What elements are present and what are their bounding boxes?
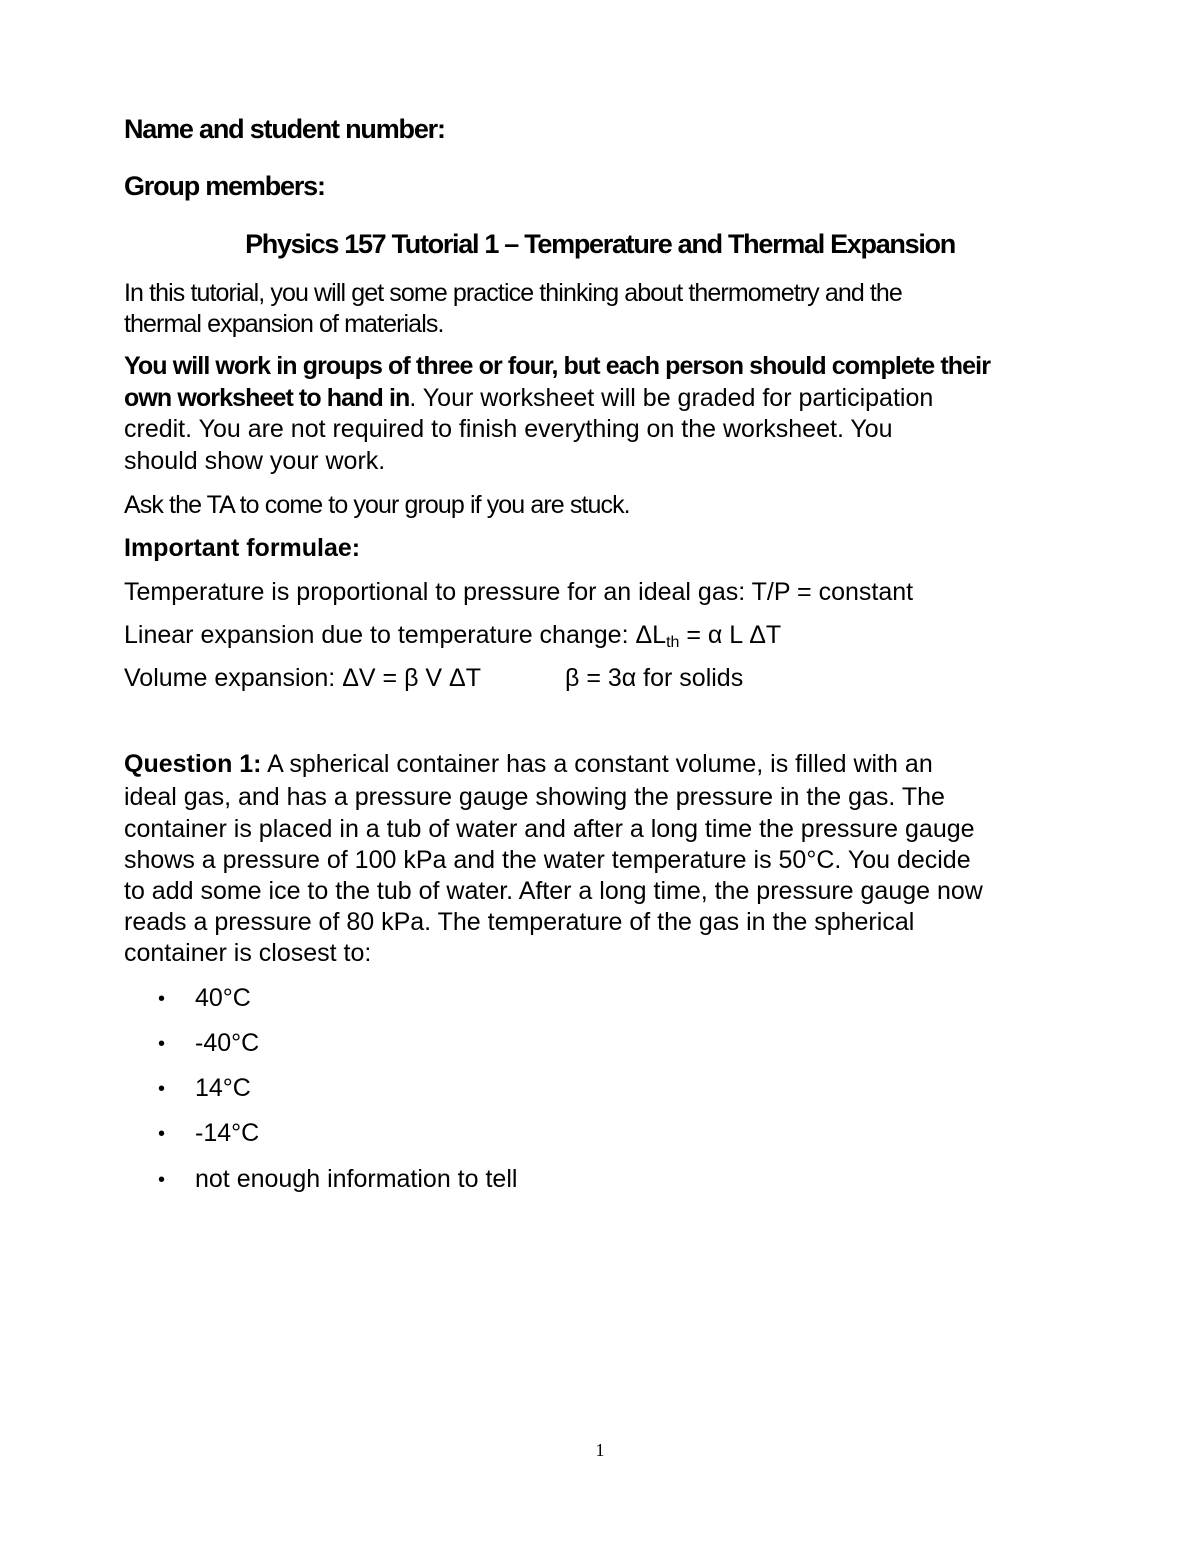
- option-4: -14°C: [195, 1119, 260, 1147]
- question-1-line-5: to add some ice to the tub of water. After a long time, the pressure gauge now: [124, 877, 983, 905]
- instructions-line-2: [124, 383, 933, 414]
- option-bullet: •: [158, 1123, 166, 1145]
- option-bullet: •: [158, 1078, 166, 1100]
- instructions-bold-1: You will work in groups of three or four, but each person should complete their: [124, 352, 991, 380]
- page-title: Physics 157 Tutorial 1 – Temperature and Thermal Expansion: [245, 229, 955, 259]
- option-bullet: •: [158, 988, 166, 1010]
- formula-linear-sub: th: [666, 634, 680, 651]
- instructions-rest-2: . Your worksheet will be graded for participation: [409, 384, 934, 412]
- page-number: 1: [595, 1440, 605, 1460]
- question-1-line-4: shows a pressure of 100 kPa and the water temperature is 50°C. You decide: [124, 846, 971, 874]
- option-1: 40°C: [195, 984, 251, 1012]
- intro-line-1: In this tutorial, you will get some practice thinking about thermometry and the: [124, 279, 902, 307]
- instructions-line-4: should show your work.: [124, 447, 386, 475]
- intro-line-2: thermal expansion of materials.: [124, 310, 444, 338]
- instructions-bold-2: own worksheet to hand in: [124, 384, 410, 412]
- formula-beta-alpha: β = 3α for solids: [565, 664, 744, 692]
- option-3: 14°C: [195, 1074, 251, 1102]
- question-1-line-7: container is closest to:: [124, 939, 372, 967]
- name-label: Name and student number:: [124, 114, 445, 144]
- formula-temperature-pressure: Temperature is proportional to pressure for an ideal gas: T/P = constant: [124, 578, 914, 606]
- formula-linear-expansion: [124, 620, 781, 651]
- ask-ta-text: Ask the TA to come to your group if you are stuck.: [124, 491, 630, 519]
- option-5: not enough information to tell: [195, 1165, 518, 1193]
- question-1-text-1: A spherical container has a constant volume, is filled with an: [261, 750, 933, 778]
- formula-linear-post: = α L ΔT: [679, 621, 782, 649]
- question-1-line-2: ideal gas, and has a pressure gauge showing the pressure in the gas. The: [124, 783, 945, 811]
- option-bullet: •: [158, 1033, 166, 1055]
- question-1-label: Question 1:: [124, 750, 262, 778]
- formula-linear-pre: Linear expansion due to temperature change: ΔL: [124, 621, 667, 649]
- option-2: -40°C: [195, 1029, 260, 1057]
- question-1-line-3: container is placed in a tub of water and after a long time the pressure gauge: [124, 815, 975, 843]
- option-bullet: •: [158, 1169, 166, 1191]
- group-label: Group members:: [124, 171, 325, 201]
- instructions-line-3: credit. You are not required to finish everything on the worksheet. You: [124, 415, 893, 443]
- formula-volume-expansion: Volume expansion: ΔV = β V ΔT: [124, 664, 481, 692]
- question-1-line-6: reads a pressure of 80 kPa. The temperature of the gas in the spherical: [124, 908, 915, 936]
- question-1-line-1: [124, 749, 933, 780]
- formulae-heading: Important formulae:: [124, 534, 361, 562]
